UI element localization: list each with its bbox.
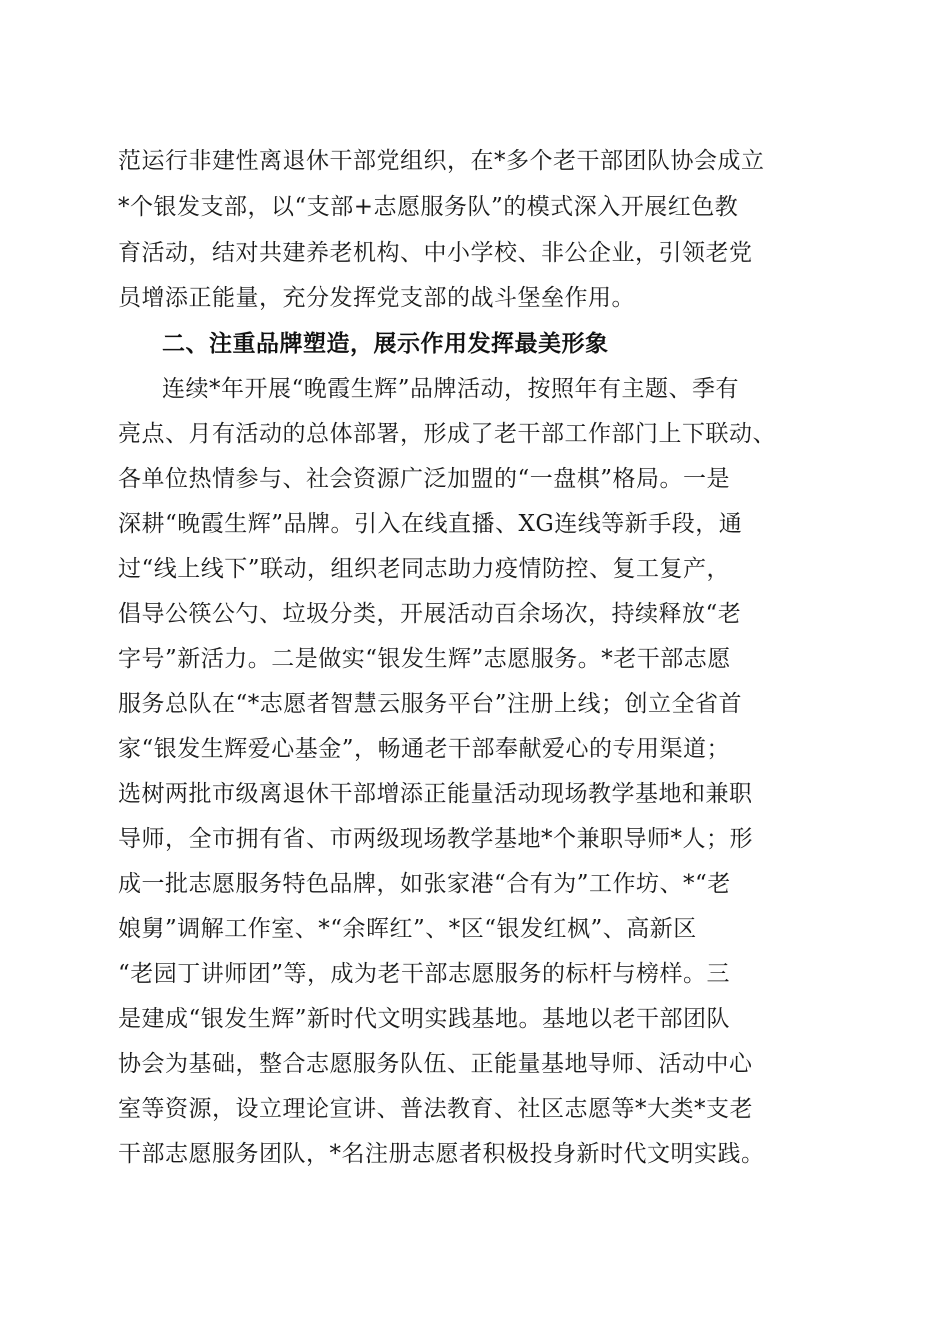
paragraph-line: 倡导公筷公勺、垃圾分类，开展活动百余场次，持续释放“老	[118, 601, 742, 627]
paragraph-line: 过“线上线下”联动，组织老同志助力疫情防控、复工复产，	[118, 556, 731, 582]
paragraph-line: “老园丁讲师团”等，成为老干部志愿服务的标杆与榜样。三	[118, 961, 731, 987]
paragraph-line: 室等资源，设立理论宣讲、普法教育、社区志愿等*大类*支老	[118, 1096, 753, 1122]
paragraph-line: 导师，全市拥有省、市两级现场教学基地*个兼职导师*人；形	[118, 826, 753, 852]
paragraph-line: 是建成“银发生辉”新时代文明实践基地。基地以老干部团队	[118, 1006, 731, 1032]
paragraph-line: 协会为基础，整合志愿服务队伍、正能量基地导师、活动中心	[118, 1051, 753, 1077]
paragraph-line: 育活动，结对共建养老机构、中小学校、非公企业，引领老党	[118, 240, 753, 266]
paragraph-line: 亮点、月有活动的总体部署，形成了老干部工作部门上下联动、	[118, 421, 776, 447]
paragraph-line: 员增添正能量，充分发挥党支部的战斗堡垒作用。	[118, 285, 635, 311]
paragraph-line: 家“银发生辉爱心基金”，畅通老干部奉献爱心的专用渠道；	[118, 736, 731, 762]
paragraph-line: 深耕“晚霞生辉”品牌。引入在线直播、XG连线等新手段，通	[118, 511, 743, 537]
paragraph-line: 连续*年开展“晚霞生辉”品牌活动，按照年有主题、季有	[162, 376, 740, 402]
paragraph-line: 干部志愿服务团队，*名注册志愿者积极投身新时代文明实践。	[118, 1141, 765, 1167]
paragraph-line: 各单位热情参与、社会资源广泛加盟的“一盘棋”格局。一是	[118, 466, 731, 492]
paragraph-line: 选树两批市级离退休干部增添正能量活动现场教学基地和兼职	[118, 781, 753, 807]
section-heading: 二、注重品牌塑造，展示作用发挥最美形象	[162, 331, 609, 357]
paragraph-line: 服务总队在“*志愿者智慧云服务平台”注册上线；创立全省首	[118, 691, 743, 717]
paragraph-line: 字号”新活力。二是做实“银发生辉”志愿服务。*老干部志愿	[118, 646, 731, 672]
paragraph-line: 范运行非建性离退休干部党组织，在*多个老干部团队协会成立	[118, 148, 765, 174]
paragraph-line: 娘舅”调解工作室、*“余晖红”、*区“银发红枫”、高新区	[118, 916, 697, 942]
paragraph-line: *个银发支部，以“支部+志愿服务队”的模式深入开展红色教	[118, 194, 739, 220]
paragraph-line: 成一批志愿服务特色品牌，如张家港“合有为”工作坊、*“老	[118, 871, 731, 897]
